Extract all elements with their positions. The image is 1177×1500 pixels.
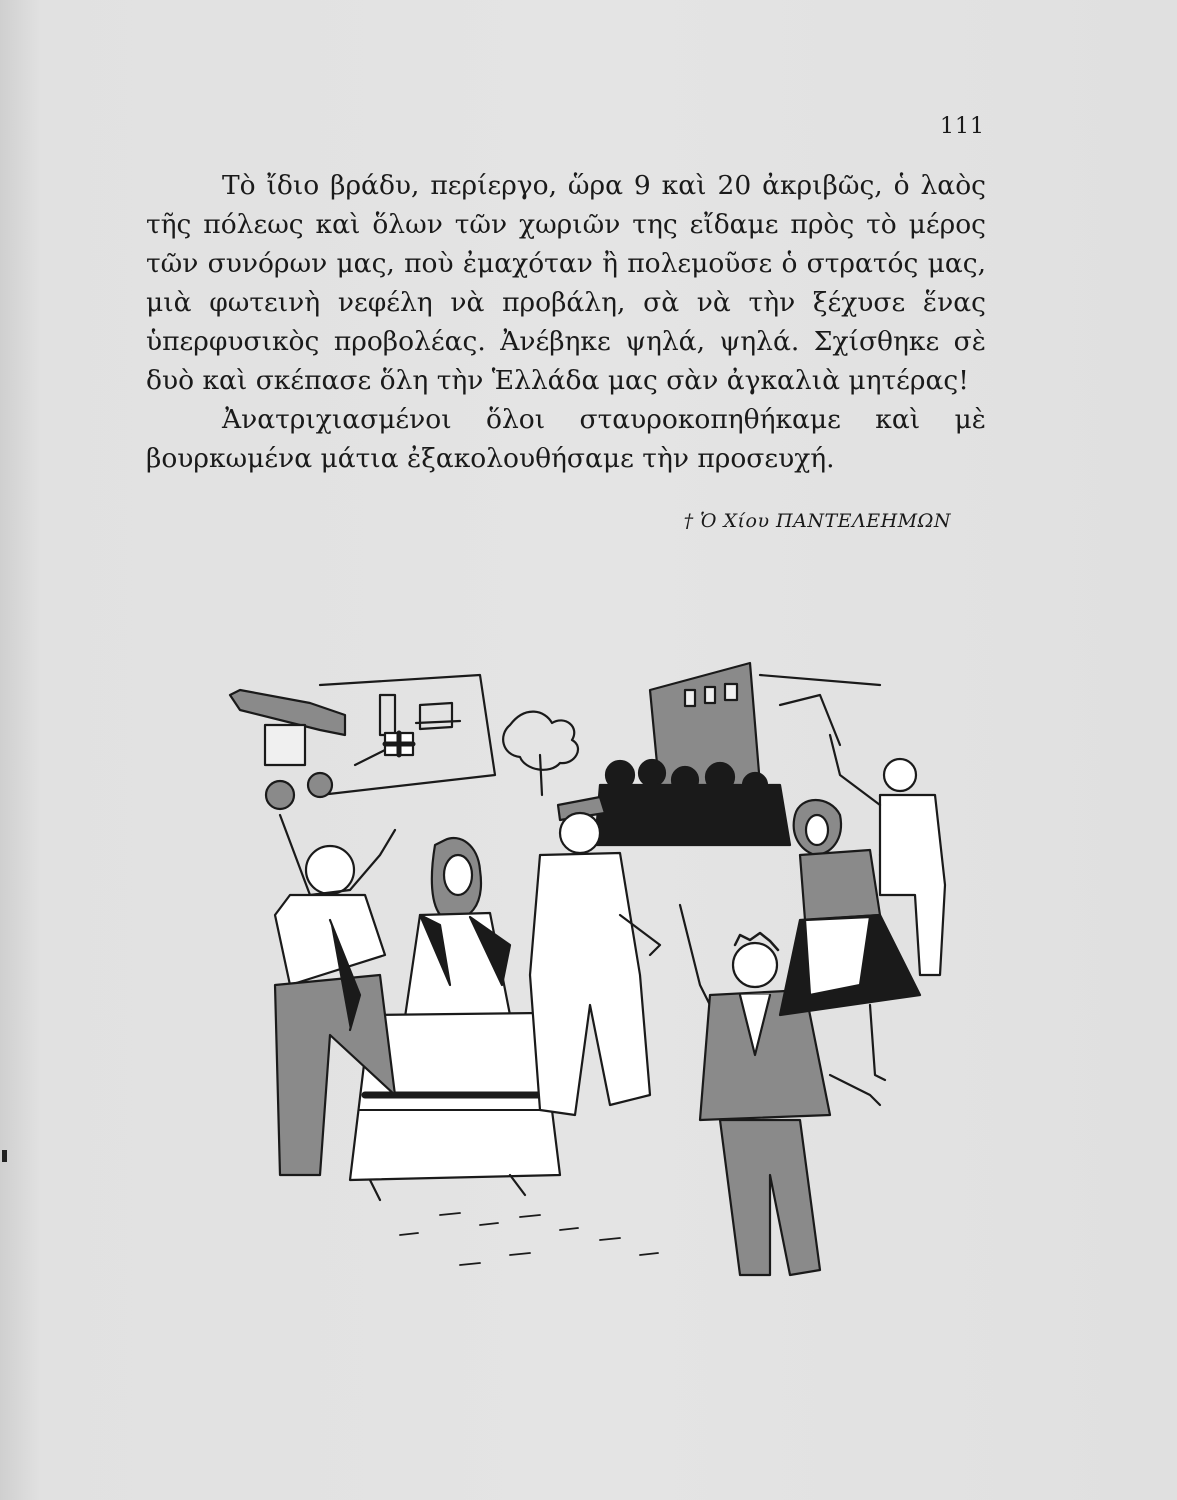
body-text	[146, 166, 986, 478]
signature: † Ὁ Χίου ΠΑΝΤΕΛΕΗΜΩΝ	[683, 510, 951, 532]
paragraph-2: Ἀνατριχιασμένοι ὅλοι σταυροκοπηθήκαμε καὶ μὲ βουρκωμένα μάτια ἐξακολουθήσαμε τὴν προσευχή.	[146, 404, 986, 474]
page-number: 111	[940, 114, 985, 139]
flag	[355, 733, 413, 765]
tree	[503, 712, 578, 795]
house-left	[230, 675, 495, 795]
edge-mark	[2, 1150, 7, 1162]
paragraph-1: Τὸ ἴδιο βράδυ, περίεργο, ὥρα 9 καὶ 20 ἀκριβῶς, ὁ λαὸς τῆς πόλεως καὶ ὅλων τῶν χωριῶν της εἴδαμε πρὸς τὸ μέρος τῶν συνόρων μας, ποὺ ἐμαχόταν ἢ πολεμοῦσε ὁ στρατός μας, μιὰ φωτεινὴ νεφέλη νὰ προβάλη, σὰ νὰ τὴν ξέχυσε ἕνας ὑπερφυσικὸς προβολέας. Ἀνέβηκε ψηλά, ψηλά. Σχίσθηκε σὲ δυὸ καὶ σκέπασε ὅλη τὴν Ἑλλάδα μας σὰν ἀγκαλιὰ μητέρας!	[146, 170, 986, 396]
ground-marks	[400, 1213, 658, 1265]
crowd-illustration	[180, 655, 960, 1320]
background-crowd	[266, 760, 790, 845]
